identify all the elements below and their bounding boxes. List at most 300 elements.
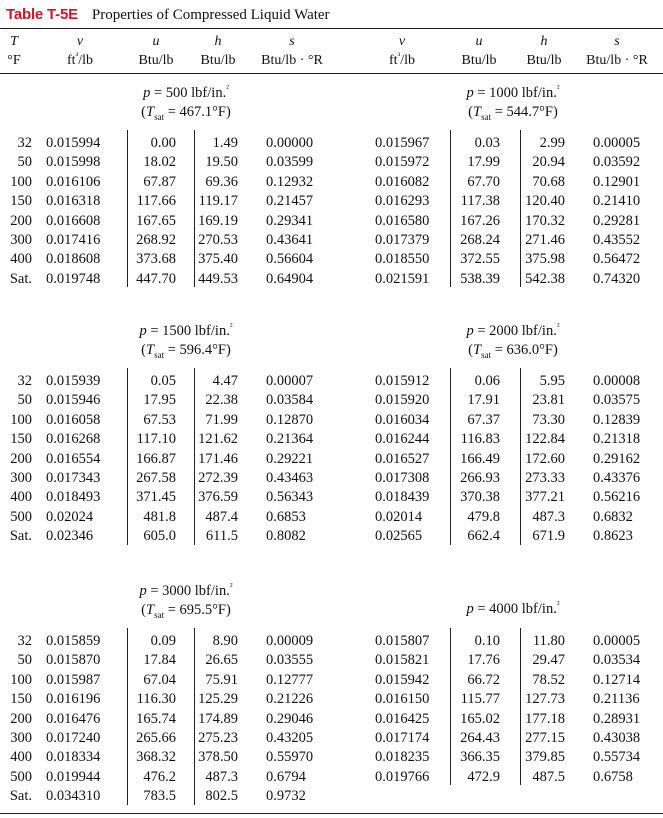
value-cell-h: 377.21 — [525, 489, 565, 506]
value-cell-v: 0.019944 — [46, 768, 101, 785]
temperature-cell: 32 — [17, 373, 32, 389]
column-separator — [450, 628, 451, 785]
value-cell-v: 0.016580 — [375, 212, 430, 229]
column-unit: $ft^{^3}/lb$ — [66, 50, 94, 68]
table-title — [6, 6, 330, 28]
column-unit: $ft^{^3}/lb$ — [388, 50, 416, 68]
value-cell-h: 275.23 — [198, 730, 238, 746]
column-symbol: s — [614, 34, 620, 49]
temperature-cell: 100 — [10, 173, 32, 190]
value-cell-v: 0.021591 — [375, 270, 430, 287]
pressure-symbol: p — [466, 85, 474, 101]
value-cell-v: 0.015967 — [375, 135, 430, 151]
table-row — [0, 768, 663, 787]
value-cell-u: 18.02 — [143, 154, 176, 171]
saturation-temperature: $(T_{sat} = 467.1^\circ F)$ — [141, 104, 231, 122]
value-cell-v: 0.015987 — [46, 671, 101, 688]
value-cell-u: 166.49 — [460, 450, 500, 467]
value-cell-s: 0.29281 — [593, 212, 641, 229]
table-row — [0, 270, 663, 289]
value-cell-h: 277.15 — [525, 730, 565, 746]
value-cell-s: 0.43552 — [593, 232, 641, 248]
value-cell-u: 67.53 — [143, 411, 176, 428]
value-cell-s: 0.6832 — [593, 508, 633, 525]
column-symbol: v — [76, 34, 84, 49]
value-cell-v: 0.017379 — [375, 232, 430, 248]
value-cell-h: 542.38 — [525, 270, 565, 287]
value-cell-h: 171.46 — [198, 450, 238, 467]
value-cell-s: 0.03599 — [266, 154, 314, 171]
value-cell-u: 447.70 — [136, 270, 176, 287]
value-cell-u: 167.65 — [136, 212, 176, 229]
column-unit: Btu/lb · °R — [261, 53, 323, 68]
value-cell-u: 117.10 — [136, 431, 176, 448]
pressure-title — [403, 84, 623, 122]
value-cell-v: 0.017240 — [46, 730, 101, 746]
temperature-cell: 100 — [10, 671, 32, 688]
saturation-temperature: $(T_{sat} = 636.0^\circ F)$ — [468, 342, 558, 360]
value-cell-v: 0.016268 — [46, 431, 101, 448]
value-cell-v: 0.016608 — [46, 212, 101, 229]
value-cell-v: 0.016318 — [46, 193, 101, 210]
value-cell-u: 66.72 — [467, 671, 500, 688]
value-cell-u: 67.70 — [467, 173, 500, 190]
temperature-cell: 300 — [10, 730, 32, 746]
value-cell-h: 273.33 — [525, 470, 565, 486]
value-cell-v: 0.015821 — [375, 652, 430, 669]
value-cell-s: 0.03555 — [266, 652, 314, 669]
table-row — [0, 173, 663, 192]
value-cell-u: 17.84 — [143, 652, 176, 669]
temperature-cell: 50 — [17, 652, 32, 669]
value-cell-u: 372.55 — [460, 251, 500, 268]
value-cell-u: 116.83 — [460, 431, 500, 448]
value-cell-s: 0.56343 — [266, 489, 314, 506]
value-cell-s: 0.64904 — [266, 270, 314, 287]
value-cell-h: 120.40 — [525, 193, 565, 210]
value-cell-u: 538.39 — [460, 270, 500, 287]
value-cell-v: 0.015912 — [375, 373, 430, 389]
pressure-label: p = 2000 lbf/in.$^{^2}$ — [466, 321, 560, 339]
temperature-cell: 300 — [10, 232, 32, 248]
column-separator — [520, 628, 521, 785]
value-cell-v: 0.018493 — [46, 489, 101, 506]
value-cell-h: 8.90 — [212, 633, 238, 649]
value-cell-u: 783.5 — [143, 788, 176, 805]
pressure-symbol: p — [139, 583, 147, 599]
column-separator — [450, 130, 451, 287]
value-cell-s: 0.12901 — [593, 173, 641, 190]
value-cell-h: 1.49 — [212, 135, 238, 151]
value-cell-v: 0.02014 — [375, 508, 423, 525]
value-cell-v: 0.016058 — [46, 411, 101, 428]
column-symbol: u — [152, 34, 160, 49]
value-cell-s: 0.12870 — [266, 411, 314, 428]
column-separator — [450, 368, 451, 545]
value-cell-s: 0.6758 — [593, 768, 633, 785]
table-row — [0, 372, 663, 391]
column-separator — [520, 368, 521, 545]
value-cell-h: 19.50 — [205, 154, 238, 171]
value-cell-v: 0.015870 — [46, 652, 101, 669]
table-row — [0, 231, 663, 250]
value-cell-v: 0.019766 — [375, 768, 430, 785]
value-cell-v: 0.016527 — [375, 450, 430, 467]
saturation-temperature: $(T_{sat} = 596.4^\circ F)$ — [141, 342, 231, 360]
value-cell-s: 0.12777 — [266, 671, 314, 688]
column-unit: °F — [7, 53, 21, 68]
value-cell-v: 0.017343 — [46, 470, 101, 486]
temperature-cell: 150 — [10, 193, 32, 210]
table-row — [0, 411, 663, 430]
value-cell-v: 0.02565 — [375, 528, 423, 545]
value-cell-u: 373.68 — [136, 251, 176, 268]
value-cell-s: 0.21226 — [266, 691, 314, 708]
value-cell-h: 272.39 — [198, 470, 238, 486]
temperature-cell: 500 — [10, 508, 32, 525]
value-cell-s: 0.74320 — [593, 270, 641, 287]
column-symbol: u — [475, 34, 483, 49]
value-cell-h: 78.52 — [532, 671, 565, 688]
value-cell-u: 167.26 — [460, 212, 500, 229]
pressure-label: p = 1000 lbf/in.$^{^2}$ — [466, 83, 560, 101]
value-cell-h: 23.81 — [532, 392, 565, 409]
pressure-block — [0, 84, 663, 289]
value-cell-s: 0.29046 — [266, 710, 314, 727]
table-caption: Properties of Compressed Liquid Water — [91, 7, 330, 23]
column-separator — [194, 130, 195, 287]
value-cell-h: 75.91 — [205, 671, 238, 688]
pressure-block — [0, 322, 663, 547]
saturation-temperature: $(T_{sat} = 544.7^\circ F)$ — [468, 104, 558, 122]
value-cell-u: 0.00 — [150, 135, 176, 151]
value-cell-h: 4.47 — [212, 373, 238, 389]
value-cell-v: 0.018235 — [375, 749, 430, 766]
value-cell-v: 0.015920 — [375, 392, 430, 409]
pressure-title — [403, 322, 623, 360]
pressure-label: p = 500 lbf/in.$^{^2}$ — [143, 83, 229, 101]
value-cell-u: 0.03 — [474, 135, 500, 151]
value-cell-u: 165.74 — [136, 710, 176, 727]
value-cell-h: 26.65 — [205, 652, 238, 669]
column-symbol: T — [10, 34, 18, 49]
value-cell-v: 0.016554 — [46, 450, 101, 467]
value-cell-s: 0.00005 — [593, 135, 641, 151]
value-cell-h: 271.46 — [525, 232, 565, 248]
column-unit: Btu/lb — [138, 53, 174, 68]
table-row — [0, 671, 663, 690]
value-cell-h: 11.80 — [532, 633, 565, 649]
table-row — [0, 153, 663, 172]
temperature-cell: Sat. — [9, 270, 32, 287]
value-cell-v: 0.019748 — [46, 270, 101, 287]
pressure-title — [403, 600, 623, 619]
column-separator — [194, 368, 195, 545]
value-cell-v: 0.016244 — [375, 431, 430, 448]
value-cell-v: 0.015939 — [46, 373, 101, 389]
value-cell-h: 2.99 — [539, 135, 565, 151]
value-cell-v: 0.016106 — [46, 173, 101, 190]
value-cell-s: 0.21136 — [593, 691, 640, 708]
top-rule — [0, 28, 663, 29]
value-cell-s: 0.21318 — [593, 431, 641, 448]
value-cell-v: 0.016293 — [375, 193, 430, 210]
value-cell-h: 378.50 — [198, 749, 238, 766]
value-cell-h: 71.99 — [205, 411, 238, 428]
value-cell-s: 0.12714 — [593, 671, 641, 688]
temperature-cell: 32 — [17, 633, 32, 649]
bottom-rule — [0, 813, 663, 814]
value-cell-v: 0.02024 — [46, 508, 94, 525]
value-cell-h: 379.85 — [525, 749, 565, 766]
value-cell-h: 22.38 — [205, 392, 238, 409]
value-cell-h: 125.29 — [198, 691, 238, 708]
value-cell-h: 169.19 — [198, 212, 238, 229]
table-row — [0, 391, 663, 410]
value-cell-h: 376.59 — [198, 489, 238, 506]
value-cell-s: 0.56604 — [266, 251, 314, 268]
value-cell-h: 487.3 — [205, 768, 238, 785]
temperature-cell: 50 — [17, 154, 32, 171]
value-cell-v: 0.016082 — [375, 173, 430, 190]
value-cell-v: 0.015942 — [375, 671, 430, 688]
value-cell-u: 370.38 — [460, 489, 500, 506]
value-cell-h: 170.32 — [525, 212, 565, 229]
value-cell-s: 0.55970 — [266, 749, 314, 766]
column-unit: Btu/lb — [461, 53, 497, 68]
table-row — [0, 250, 663, 269]
column-symbol: h — [540, 34, 548, 49]
value-cell-s: 0.55734 — [593, 749, 641, 766]
value-cell-h: 487.5 — [532, 768, 565, 785]
value-cell-v: 0.015859 — [46, 633, 101, 649]
pressure-symbol: p — [143, 85, 151, 101]
table-row — [0, 212, 663, 231]
value-cell-h: 69.36 — [205, 173, 238, 190]
value-cell-u: 266.93 — [460, 470, 500, 486]
value-cell-h: 449.53 — [198, 270, 238, 287]
value-cell-u: 165.02 — [460, 710, 500, 727]
table-row — [0, 632, 663, 651]
value-cell-s: 0.03592 — [593, 154, 641, 171]
value-cell-h: 375.98 — [525, 251, 565, 268]
table-row — [0, 508, 663, 527]
value-cell-u: 0.06 — [474, 373, 500, 389]
temperature-cell: Sat. — [9, 528, 32, 545]
value-cell-v: 0.017174 — [375, 730, 430, 746]
value-cell-h: 172.60 — [525, 450, 565, 467]
column-symbol: s — [289, 34, 295, 49]
value-cell-u: 268.24 — [460, 232, 500, 248]
value-cell-u: 605.0 — [143, 528, 176, 545]
pressure-symbol: p — [466, 323, 474, 339]
value-cell-v: 0.016196 — [46, 691, 101, 708]
table-row — [0, 787, 663, 806]
temperature-cell: 400 — [10, 489, 32, 506]
column-separator — [127, 628, 128, 805]
value-cell-s: 0.00000 — [266, 135, 314, 151]
table-row — [0, 748, 663, 767]
value-cell-h: 671.9 — [532, 528, 565, 545]
value-cell-u: 117.66 — [136, 193, 176, 210]
value-cell-u: 0.10 — [474, 633, 500, 649]
value-cell-h: 119.17 — [198, 193, 238, 210]
value-cell-u: 371.45 — [136, 489, 176, 506]
value-cell-u: 0.05 — [150, 373, 176, 389]
value-cell-s: 0.03575 — [593, 392, 641, 409]
value-cell-v: 0.018334 — [46, 749, 101, 766]
value-cell-s: 0.9732 — [266, 788, 306, 805]
value-cell-u: 267.58 — [136, 470, 176, 486]
value-cell-v: 0.018439 — [375, 489, 430, 506]
value-cell-h: 121.62 — [198, 431, 238, 448]
value-cell-s: 0.43205 — [266, 730, 314, 746]
value-cell-s: 0.00009 — [266, 633, 314, 649]
table-row — [0, 134, 663, 153]
value-cell-u: 662.4 — [467, 528, 500, 545]
value-cell-u: 472.9 — [467, 768, 500, 785]
temperature-cell: 150 — [10, 691, 32, 708]
pressure-label: p = 1500 lbf/in.$^{^2}$ — [139, 321, 233, 339]
temperature-cell: 50 — [17, 392, 32, 409]
column-symbol: v — [398, 34, 406, 49]
table-row — [0, 450, 663, 469]
value-cell-v: 0.015972 — [375, 154, 430, 171]
value-cell-v: 0.02346 — [46, 528, 94, 545]
value-cell-s: 0.56216 — [593, 489, 641, 506]
value-cell-s: 0.21364 — [266, 431, 314, 448]
column-separator — [127, 368, 128, 545]
value-cell-u: 116.30 — [136, 691, 176, 708]
table-row — [0, 192, 663, 211]
temperature-cell: 200 — [10, 212, 32, 229]
value-cell-u: 476.2 — [143, 768, 176, 785]
value-cell-u: 115.77 — [460, 691, 500, 708]
value-cell-u: 366.35 — [460, 749, 500, 766]
value-cell-u: 264.43 — [460, 730, 500, 746]
temperature-cell: 200 — [10, 450, 32, 467]
table-row — [0, 469, 663, 488]
value-cell-s: 0.03584 — [266, 392, 314, 409]
value-cell-h: 802.5 — [205, 788, 238, 805]
table-row — [0, 651, 663, 670]
column-separator — [127, 130, 128, 287]
temperature-cell: 400 — [10, 251, 32, 268]
pressure-title — [76, 322, 296, 360]
temperature-cell: Sat. — [9, 788, 32, 805]
column-symbol: h — [214, 34, 222, 49]
value-cell-s: 0.43038 — [593, 730, 641, 746]
table-label: Table T-5E — [6, 6, 78, 23]
value-cell-v: 0.016425 — [375, 710, 430, 727]
value-cell-u: 368.32 — [136, 749, 176, 766]
temperature-cell: 300 — [10, 470, 32, 486]
column-separator — [520, 130, 521, 287]
value-cell-u: 17.95 — [143, 392, 176, 409]
value-cell-v: 0.017308 — [375, 470, 430, 486]
value-cell-v: 0.017416 — [46, 232, 101, 248]
temperature-cell: 500 — [10, 768, 32, 785]
temperature-cell: 400 — [10, 749, 32, 766]
value-cell-u: 67.37 — [467, 411, 500, 428]
value-cell-h: 174.89 — [198, 710, 238, 727]
value-cell-s: 0.6853 — [266, 508, 306, 525]
value-cell-v: 0.015807 — [375, 633, 430, 649]
column-separator — [194, 628, 195, 805]
value-cell-u: 265.66 — [136, 730, 176, 746]
value-cell-v: 0.015946 — [46, 392, 101, 409]
table-row — [0, 527, 663, 546]
value-cell-u: 17.99 — [467, 154, 500, 171]
value-cell-v: 0.018550 — [375, 251, 430, 268]
value-cell-h: 177.18 — [525, 710, 565, 727]
value-cell-h: 29.47 — [532, 652, 565, 669]
value-cell-u: 166.87 — [136, 450, 176, 467]
value-cell-s: 0.43463 — [266, 470, 314, 486]
value-cell-v: 0.016034 — [375, 411, 430, 428]
value-cell-v: 0.034310 — [46, 788, 101, 805]
value-cell-h: 70.68 — [532, 173, 565, 190]
value-cell-u: 481.8 — [143, 508, 176, 525]
value-cell-u: 17.91 — [467, 392, 500, 409]
table-row — [0, 729, 663, 748]
pressure-label: p = 4000 lbf/in.$^{^2}$ — [466, 599, 560, 617]
value-cell-s: 0.8623 — [593, 528, 633, 545]
value-cell-h: 127.73 — [525, 691, 565, 708]
value-cell-s: 0.12932 — [266, 173, 314, 190]
value-cell-s: 0.21410 — [593, 193, 641, 210]
table-row — [0, 430, 663, 449]
temperature-cell: 100 — [10, 411, 32, 428]
pressure-symbol: p — [466, 601, 474, 617]
value-cell-h: 122.84 — [525, 431, 565, 448]
value-cell-s: 0.56472 — [593, 251, 641, 268]
table-row — [0, 710, 663, 729]
value-cell-s: 0.21457 — [266, 193, 314, 210]
value-cell-h: 20.94 — [532, 154, 565, 171]
value-cell-s: 0.12839 — [593, 411, 641, 428]
value-cell-s: 0.00008 — [593, 373, 641, 389]
table-row — [0, 690, 663, 709]
pressure-label: p = 3000 lbf/in.$^{^2}$ — [139, 581, 233, 599]
value-cell-u: 479.8 — [467, 508, 500, 525]
value-cell-s: 0.03534 — [593, 652, 641, 669]
value-cell-s: 0.29162 — [593, 450, 641, 467]
column-unit: Btu/lb · °R — [586, 53, 648, 68]
value-cell-s: 0.43376 — [593, 470, 641, 486]
column-unit: Btu/lb — [200, 53, 236, 68]
value-cell-s: 0.29341 — [266, 212, 314, 229]
value-cell-v: 0.018608 — [46, 251, 101, 268]
value-cell-u: 67.87 — [143, 173, 176, 190]
header-rule — [0, 73, 663, 74]
value-cell-s: 0.00007 — [266, 373, 314, 389]
value-cell-u: 0.09 — [150, 633, 176, 649]
pressure-title — [76, 582, 296, 620]
value-cell-h: 487.3 — [532, 508, 565, 525]
value-cell-s: 0.8082 — [266, 528, 306, 545]
value-cell-v: 0.016476 — [46, 710, 101, 727]
value-cell-h: 5.95 — [539, 373, 565, 389]
value-cell-s: 0.6794 — [266, 768, 306, 785]
value-cell-v: 0.015994 — [46, 135, 101, 151]
value-cell-h: 73.30 — [532, 411, 565, 428]
temperature-cell: 200 — [10, 710, 32, 727]
pressure-symbol: p — [139, 323, 147, 339]
value-cell-v: 0.015998 — [46, 154, 101, 171]
value-cell-h: 611.5 — [205, 528, 238, 545]
value-cell-h: 270.53 — [198, 232, 238, 248]
